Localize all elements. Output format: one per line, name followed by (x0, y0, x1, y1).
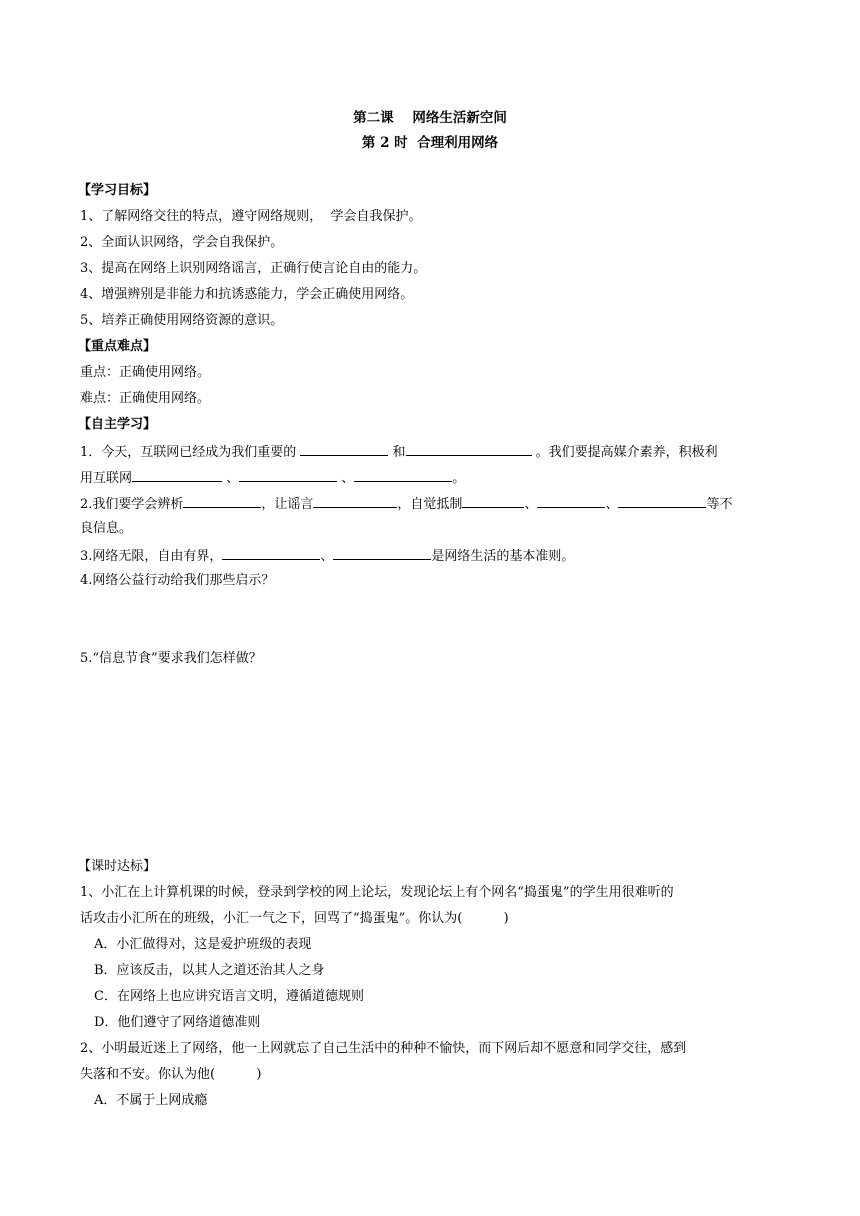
key-point-line: 重点：正确使用网络。 (80, 365, 211, 380)
objective-item: 3、提高在网络上识别网络谣言，正确行使言论自由的能力。 (80, 261, 427, 276)
key-point-line: 难点：正确使用网络。 (80, 391, 211, 406)
self-study-q4: 4.网络公益行动给我们那些启示？ (80, 573, 275, 588)
answer-blank[interactable] (462, 494, 524, 508)
answer-blank[interactable] (354, 468, 452, 482)
practice-q2-line1: 2、小明最近迷上了网络，他一上网就忘了自己生活中的种种不愉快，而下网后却不愿意和同学交往，感到 (80, 1041, 687, 1056)
option-b: B．应该反击，以其人之道还治其人之身 (94, 963, 325, 978)
lesson-title: 第二课 网络生活新空间 (353, 110, 507, 126)
answer-blank[interactable] (183, 494, 261, 508)
section-heading-objectives: 【学习目标】 (78, 183, 157, 198)
self-study-q2-line2: 良信息。 (80, 521, 133, 536)
self-study-q1-line1: 1．今天，互联网已经成为我们重要的 和 。我们要提高媒介素养，积极利 (80, 442, 718, 462)
objective-item: 4、增强辨别是非能力和抗诱惑能力，学会正确使用网络。 (80, 287, 414, 302)
answer-blank[interactable] (618, 494, 706, 508)
answer-blank[interactable] (132, 468, 222, 482)
answer-blank[interactable] (300, 442, 388, 456)
self-study-q2-line1: 2.我们要学会辨析 ，让谣言 ，自觉抵制 、 、 等不 (80, 494, 732, 514)
option-a: A．不属于上网成瘾 (94, 1093, 208, 1108)
self-study-q5: 5.“信息节食”要求我们怎样做？ (80, 651, 262, 666)
option-c: C．在网络上也应讲究语言文明，遵循道德规则 (94, 989, 364, 1004)
objective-item: 2、全面认识网络，学会自我保护。 (80, 235, 284, 250)
option-a: A．小汇做得对，这是爱护班级的表现 (94, 937, 312, 952)
section-heading-practice: 【课时达标】 (78, 859, 157, 874)
answer-blank[interactable] (333, 546, 431, 560)
objective-item: 1、了解网络交往的特点，遵守网络规则， 学会自我保护。 (80, 209, 422, 224)
practice-q1-line1: 1、小汇在上计算机课的时候，登录到学校的网上论坛，发现论坛上有个网名“捣蛋鬼”的学生用很难听的 (80, 885, 674, 900)
option-d: D．他们遵守了网络道德准则 (94, 1015, 261, 1030)
answer-blank[interactable] (406, 442, 532, 456)
self-study-q3: 3.网络无限，自由有界， 、 是网络生活的基本准则。 (80, 546, 574, 566)
practice-q1-line2: 话攻击小汇所在的班级，小汇一气之下，回骂了“捣蛋鬼”。你认为( ) (80, 911, 509, 926)
section-heading-self-study: 【自主学习】 (78, 417, 157, 432)
practice-q2-line2: 失落和不安。你认为他( ) (80, 1067, 262, 1082)
answer-blank[interactable] (313, 494, 397, 508)
answer-blank[interactable] (239, 468, 337, 482)
lesson-subtitle: 第 2 时 合理利用网络 (361, 135, 499, 151)
self-study-q1-line2: 用互联网 、 、 。 (80, 468, 465, 488)
objective-item: 5、培养正确使用网络资源的意识。 (80, 313, 284, 328)
answer-blank[interactable] (222, 546, 320, 560)
section-heading-key-points: 【重点难点】 (78, 339, 157, 354)
answer-blank[interactable] (537, 494, 605, 508)
